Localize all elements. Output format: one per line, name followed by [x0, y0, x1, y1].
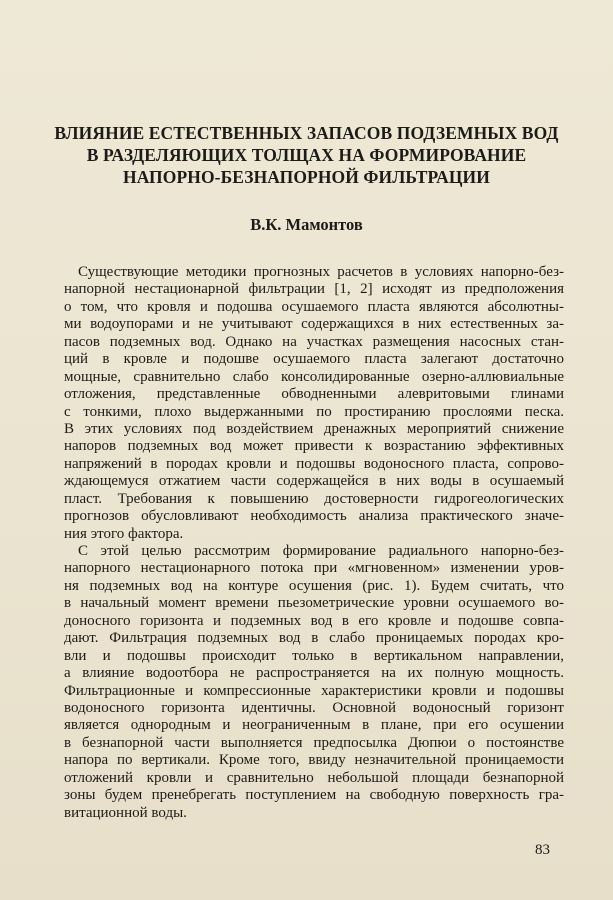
text-line: пасов подземных вод. Однако на участках размещения насосных стан-	[64, 333, 564, 350]
text-line: В этих условиях под воздействием дренажных мероприятий снижение	[64, 420, 564, 437]
text-line: ми водоупорами и не учитывают содержащихся в них естественных за-	[64, 316, 564, 333]
text-line: о том, что кровля и подошва осушаемого пласта являются абсолютны-	[64, 298, 564, 315]
article-title	[20, 122, 593, 188]
text-line: в безнапорной части выполняется предпосылка Дюпюи о постоянстве	[64, 734, 564, 751]
text-line: ния этого фактора.	[64, 525, 184, 542]
text-line: доносного горизонта и подземных вод в его кровле и подошве совпа-	[64, 612, 564, 629]
text-line: в начальный момент времени пьезометрические уровни осушаемого во-	[64, 595, 564, 612]
text-line: мощные, сравнительно слабо консолидированные озерно-аллювиальные	[64, 368, 564, 385]
text-line: ня подземных вод на контуре осушения (рис. 1). Будем считать, что	[64, 577, 564, 594]
title-line: В РАЗДЕЛЯЮЩИХ ТОЛЩАХ НА ФОРМИРОВАНИЕ	[86, 145, 527, 165]
text-line: напряжений в породах кровли и подошвы водоносного пласта, сопрово-	[64, 455, 564, 472]
title-line: ВЛИЯНИЕ ЕСТЕСТВЕННЫХ ЗАПАСОВ ПОДЗЕМНЫХ ВОД	[54, 123, 559, 143]
text-line: витационной воды.	[64, 804, 187, 821]
text-line: Существующие методики прогнозных расчетов в условиях напорно-без-	[78, 264, 564, 280]
article-author: В.К. Мамонтов	[250, 215, 363, 234]
text-line: дают. Фильтрация подземных вод в слабо проницаемых породах кро-	[64, 630, 564, 647]
text-line: ций в кровле и подошве осушаемого пласта залегают достаточно	[64, 351, 564, 368]
article-body	[64, 264, 564, 822]
text-line: пласт. Требования к повышению достоверности гидрогеологических	[64, 490, 564, 507]
paragraph-1	[64, 264, 564, 543]
text-line: Фильтрационные и компрессионные характеристики кровли и подошвы	[64, 682, 564, 699]
text-line: напорного нестационарного потока при «мгновенном» изменении уров-	[64, 560, 564, 577]
text-line: отложения, представленные обводненными алевритовыми глинами	[64, 386, 564, 403]
paragraph-2	[64, 543, 564, 822]
text-line: вли и подошвы происходит только в вертикальном направлении,	[64, 647, 564, 664]
text-line: водоносного горизонта идентичны. Основной водоносный горизонт	[64, 699, 564, 716]
text-line: напоров подземных вод может привести к возрастанию эффективных	[64, 438, 564, 455]
text-line: ждающемуся отжатием части содержащейся в них воды в осушаемый	[64, 473, 564, 490]
title-line: НАПОРНО-БЕЗНАПОРНОЙ ФИЛЬТРАЦИИ	[123, 167, 490, 187]
text-line: отложений кровли и сравнительно небольшой площади безнапорной	[64, 769, 564, 786]
text-line: прогнозов обусловливают необходимость анализа практического значе-	[64, 508, 564, 525]
text-line: зоны будем пренебрегать поступлением на свободную поверхность гра-	[64, 787, 564, 804]
text-line: С этой целью рассмотрим формирование радиального напорно-без-	[78, 543, 564, 559]
text-line: с тонкими, плохо выдержанными по простиранию прослоями песка.	[64, 403, 564, 420]
text-line: напорной нестационарной фильтрации [1, 2] исходят из предположения	[64, 281, 564, 298]
text-line: является однородным и неограниченным в плане, при его осушении	[64, 717, 564, 734]
page-number: 83	[535, 842, 550, 858]
text-line: а влияние водоотбора не распространяется на их полную мощность.	[64, 665, 564, 682]
text-line: напора по вертикали. Кроме того, ввиду незначительной проницаемости	[64, 752, 564, 769]
